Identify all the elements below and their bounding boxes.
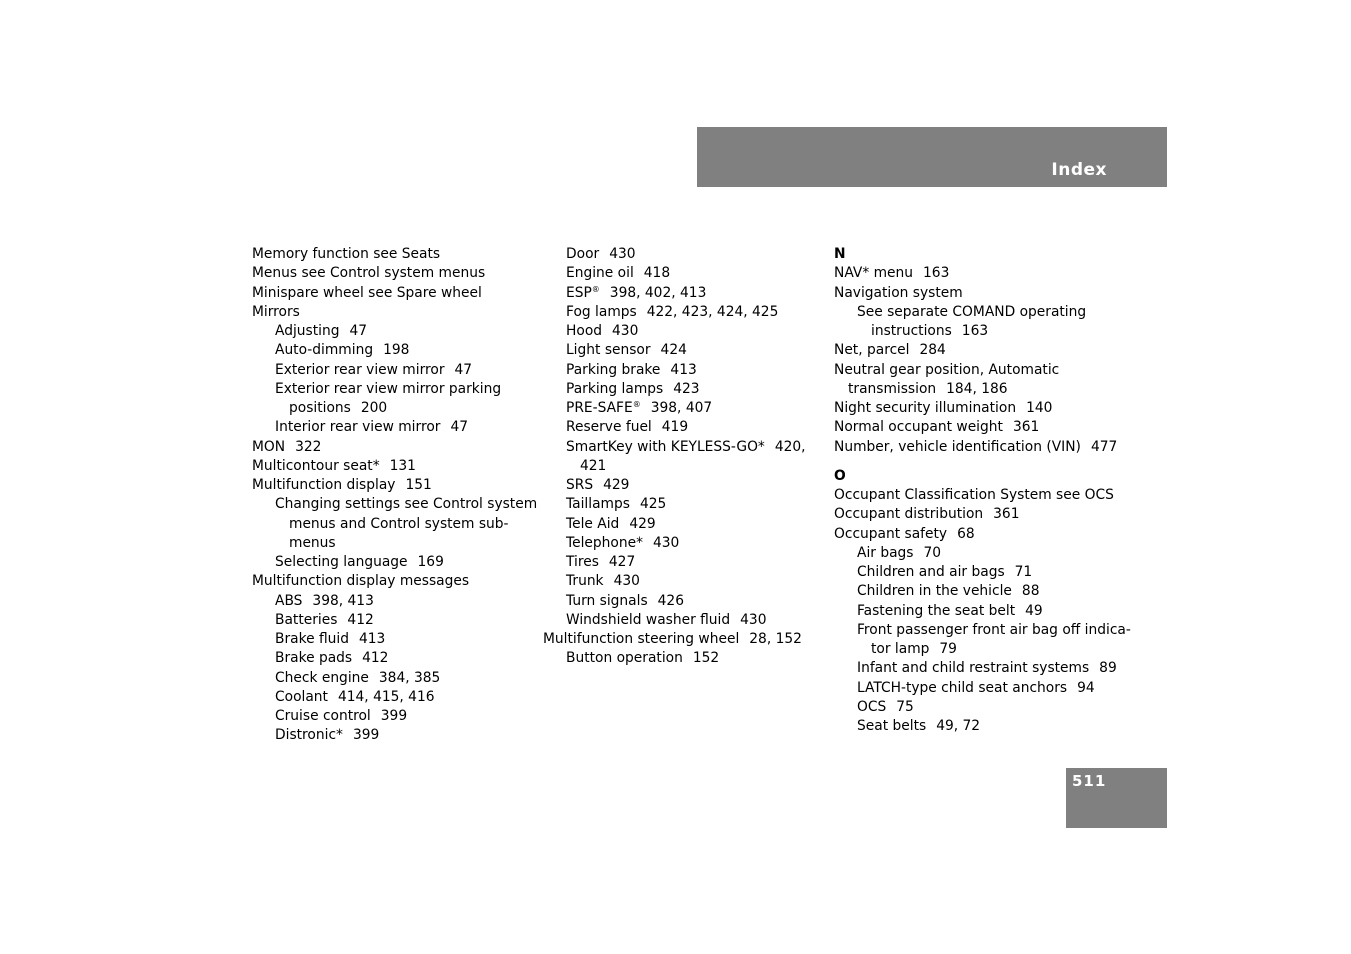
index-term: Parking lamps <box>566 380 664 397</box>
index-page-ref[interactable]: 151 <box>405 477 432 493</box>
index-term: Auto-dimming <box>275 342 374 359</box>
registered-mark: ® <box>591 284 600 294</box>
index-term: SmartKey with KEYLESS-GO* <box>566 438 765 455</box>
index-page-ref[interactable]: 198 <box>383 342 410 359</box>
index-page-ref[interactable]: 361 <box>993 506 1020 523</box>
index-page-ref[interactable]: 430 <box>613 573 640 590</box>
index-term: Brake pads <box>275 650 353 667</box>
index-entry <box>252 341 542 360</box>
index-term: NAV* menu <box>834 265 914 282</box>
index-entry <box>252 649 542 668</box>
index-entry <box>834 525 1124 544</box>
index-term: Parking brake <box>566 361 661 378</box>
index-entry <box>252 399 542 418</box>
index-entry <box>252 245 542 264</box>
index-term: Door <box>566 246 600 262</box>
index-entry <box>834 621 1131 640</box>
index-entry <box>834 544 1124 563</box>
index-term: transmission <box>848 380 937 397</box>
index-term: LATCH-type child seat anchors <box>857 679 1068 696</box>
index-page-ref[interactable]: 94 <box>1077 679 1095 696</box>
index-entry <box>543 303 823 322</box>
index-term: Hood <box>566 323 603 339</box>
index-entry <box>834 582 1124 601</box>
index-page-ref[interactable]: 419 <box>661 419 689 436</box>
index-page-ref[interactable]: 423 <box>673 380 700 397</box>
index-page-ref[interactable]: 399 <box>352 727 380 744</box>
index-term: Light sensor <box>566 342 651 359</box>
index-page-ref[interactable]: 163 <box>961 323 989 339</box>
index-term: Fastening the seat belt <box>857 602 1016 619</box>
index-page-ref[interactable]: 88 <box>1021 583 1040 600</box>
index-entry <box>252 438 542 457</box>
index-term: Tires <box>566 554 599 570</box>
index-entry <box>543 322 823 341</box>
index-entry <box>834 659 1124 678</box>
index-page-ref[interactable]: 322 <box>295 438 322 455</box>
index-term: 421 <box>580 457 607 474</box>
index-term: Engine oil <box>566 265 634 282</box>
index-page-ref[interactable]: 430 <box>612 323 639 339</box>
index-page-ref[interactable]: 430 <box>609 246 636 262</box>
index-term: Neutral gear position, Automatic <box>834 361 1060 378</box>
index-entry <box>834 380 1124 399</box>
index-term: Multifunction display messages <box>252 573 470 590</box>
index-term: Occupant safety <box>834 525 948 542</box>
index-entry <box>543 245 823 264</box>
index-entry <box>543 399 823 418</box>
index-term: ESP <box>566 284 592 301</box>
index-page-ref[interactable]: 70 <box>923 544 942 561</box>
index-page-ref[interactable]: 430 <box>652 534 680 551</box>
index-entry <box>252 669 542 688</box>
index-entry <box>543 649 823 668</box>
index-entry <box>252 553 542 572</box>
index-entry <box>252 457 542 476</box>
index-term: Turn signals <box>566 592 648 609</box>
registered-mark: ® <box>632 400 641 409</box>
index-entry <box>252 284 542 303</box>
index-term: Air bags <box>857 544 914 561</box>
index-page-ref[interactable]: 430 <box>740 611 767 628</box>
index-term: positions <box>289 400 351 416</box>
index-entry <box>543 611 823 630</box>
page-title: Index <box>1051 160 1107 180</box>
index-term: Distronic* <box>275 727 343 744</box>
index-term: Tele Aid <box>566 515 620 532</box>
page-number: 511 <box>1072 772 1107 790</box>
index-term: Changing settings see Control system <box>275 496 538 513</box>
index-entry <box>834 341 1124 360</box>
index-page-ref[interactable]: 398, 407 <box>650 400 713 416</box>
index-entry <box>252 361 542 380</box>
index-term: OCS <box>857 698 887 715</box>
index-entry <box>834 717 1124 736</box>
index-term: Navigation system <box>834 284 963 301</box>
index-term: Interior rear view mirror <box>275 419 441 436</box>
index-page-ref[interactable]: 425 <box>639 496 667 513</box>
index-entry <box>834 418 1124 437</box>
index-page-ref[interactable]: 131 <box>389 457 416 474</box>
index-entry <box>543 476 823 495</box>
index-column-3 <box>834 245 1131 736</box>
index-entry <box>543 534 823 553</box>
index-entry <box>834 505 1124 524</box>
index-term: Mirrors <box>252 303 300 320</box>
index-entry <box>252 572 542 591</box>
index-term: Multifunction steering wheel <box>543 631 740 647</box>
index-term: Memory function see Seats <box>252 246 441 262</box>
index-page-ref[interactable]: 420, <box>774 438 806 455</box>
page-number-box <box>1066 768 1167 828</box>
index-term: Selecting language <box>275 554 408 570</box>
index-term: Normal occupant weight <box>834 419 1003 436</box>
index-page-ref[interactable]: 426 <box>657 592 684 609</box>
index-term: Occupant Classification System see OCS <box>834 487 1114 503</box>
index-entry <box>543 495 823 514</box>
index-term: Telephone* <box>566 534 643 551</box>
index-page-ref[interactable]: 424 <box>660 342 687 359</box>
index-entry <box>252 592 542 611</box>
index-page-ref[interactable]: 75 <box>896 698 914 715</box>
index-entry <box>834 438 1124 457</box>
index-page-ref[interactable]: 414, 415, 416 <box>337 688 435 705</box>
index-term: SRS <box>566 477 594 493</box>
index-term: Menus see Control system menus <box>252 265 486 282</box>
index-page-ref[interactable]: 413 <box>359 631 386 647</box>
index-term: Reserve fuel <box>566 419 652 436</box>
index-entry <box>543 341 823 360</box>
index-term: Seat belts <box>857 718 927 734</box>
index-term: Brake fluid <box>275 631 349 647</box>
index-page-ref[interactable]: 47 <box>450 419 468 436</box>
index-page-ref[interactable]: 422, 423, 424, 425 <box>646 303 779 320</box>
index-term: Check engine <box>275 669 369 686</box>
index-term: instructions <box>871 323 952 339</box>
index-term: Number, vehicle identification (VIN) <box>834 438 1081 455</box>
header-bar <box>697 127 1167 187</box>
index-page-ref[interactable]: 79 <box>939 641 957 657</box>
index-term: Infant and child restraint systems <box>857 660 1090 677</box>
section-gap <box>834 457 1124 467</box>
index-page-ref[interactable]: 200 <box>360 400 388 416</box>
index-entry <box>252 418 542 437</box>
index-entry <box>543 592 823 611</box>
index-entry <box>543 380 823 399</box>
index-section-o <box>834 467 1131 737</box>
index-page-ref[interactable]: 28, 152 <box>749 631 802 647</box>
index-term: Windshield washer fluid <box>566 611 731 628</box>
index-page-ref[interactable]: 413 <box>670 361 697 378</box>
index-term: Fog lamps <box>566 303 637 320</box>
index-term: PRE-SAFE <box>566 400 633 416</box>
index-section-n <box>834 245 1124 457</box>
index-page-ref[interactable]: 399 <box>380 708 408 724</box>
index-term: Coolant <box>275 688 328 705</box>
index-entry <box>543 457 823 476</box>
index-page-ref[interactable]: 429 <box>603 477 630 493</box>
index-term: Adjusting <box>275 323 340 339</box>
index-term: MON <box>252 438 286 455</box>
index-term: Children and air bags <box>857 564 1005 580</box>
index-term: O <box>834 467 846 484</box>
index-page-ref[interactable]: 47 <box>349 323 368 339</box>
index-letter-heading <box>834 245 1124 264</box>
index-page-ref[interactable]: 89 <box>1099 660 1117 677</box>
index-term: N <box>834 246 846 262</box>
index-term: Front passenger front air bag off indica- <box>857 621 1131 638</box>
index-entry <box>834 264 1124 283</box>
index-term: Cruise control <box>275 708 371 724</box>
index-page-ref[interactable]: 169 <box>417 554 444 570</box>
index-entry <box>543 418 823 437</box>
index-term: menus <box>289 534 336 551</box>
index-entry <box>543 630 823 649</box>
index-page-ref[interactable]: 49, 72 <box>936 718 981 734</box>
index-entry <box>252 611 542 630</box>
index-term: Multifunction display <box>252 477 396 493</box>
index-page-ref[interactable]: 427 <box>608 554 636 570</box>
index-entry <box>543 438 823 457</box>
index-page-ref[interactable]: 140 <box>1026 400 1053 416</box>
index-page-ref[interactable]: 152 <box>692 650 720 667</box>
index-entry <box>834 303 1124 322</box>
index-term: Batteries <box>275 611 338 628</box>
index-page-ref[interactable]: 418 <box>643 265 671 282</box>
index-term: Multicontour seat* <box>252 457 380 474</box>
index-page-ref[interactable]: 398, 413 <box>312 592 374 609</box>
index-entry <box>252 688 542 707</box>
index-entry <box>252 515 542 534</box>
index-term: menus and Control system sub- <box>289 515 509 532</box>
index-page-ref[interactable]: 49 <box>1025 602 1043 619</box>
index-page-ref[interactable]: 412 <box>347 611 374 628</box>
index-page-ref[interactable]: 477 <box>1090 438 1118 455</box>
index-term: Button operation <box>566 650 683 667</box>
index-entry <box>834 698 1124 717</box>
index-entry <box>252 495 542 514</box>
index-page-ref[interactable]: 184, 186 <box>946 380 1008 397</box>
index-entry <box>834 284 1124 303</box>
index-term: Net, parcel <box>834 342 910 359</box>
index-term: Exterior rear view mirror <box>275 361 445 378</box>
index-page-ref[interactable]: 361 <box>1012 419 1040 436</box>
index-term: tor lamp <box>871 641 930 657</box>
index-page-ref[interactable]: 284 <box>919 342 946 359</box>
index-entry <box>252 726 542 745</box>
index-term: Children in the vehicle <box>857 583 1012 600</box>
index-page-ref[interactable]: 429 <box>629 515 656 532</box>
index-page-ref[interactable]: 47 <box>454 361 473 378</box>
index-page-ref[interactable]: 398, 402, 413 <box>609 284 707 301</box>
index-page-ref[interactable]: 384, 385 <box>378 669 441 686</box>
index-entry <box>834 640 1124 659</box>
index-entry <box>252 707 542 726</box>
index-entry <box>834 322 1124 341</box>
index-term: Night security illumination <box>834 400 1017 416</box>
index-entry <box>543 553 823 572</box>
index-entry <box>252 476 542 495</box>
index-page-ref[interactable]: 412 <box>362 650 389 667</box>
index-entry <box>834 679 1124 698</box>
index-entry <box>252 534 542 553</box>
index-entry <box>252 630 542 649</box>
index-column-2 <box>543 245 823 669</box>
index-entry <box>543 515 823 534</box>
index-entry <box>543 284 823 303</box>
index-entry <box>834 602 1124 621</box>
index-term: See separate COMAND operating <box>857 303 1087 320</box>
index-page-ref[interactable]: 71 <box>1014 564 1033 580</box>
index-term: ABS <box>275 592 303 609</box>
index-term: Occupant distribution <box>834 506 984 523</box>
index-term: Minispare wheel see Spare wheel <box>252 284 482 301</box>
index-letter-heading <box>834 467 1124 486</box>
index-page-ref[interactable]: 68 <box>957 525 975 542</box>
index-page-ref[interactable]: 163 <box>923 265 950 282</box>
index-term: Exterior rear view mirror parking <box>275 380 502 397</box>
index-entry <box>252 264 542 283</box>
index-entry <box>834 563 1124 582</box>
index-term: Trunk <box>566 573 604 590</box>
index-entry <box>543 264 823 283</box>
index-entry <box>834 486 1124 505</box>
index-entry <box>834 399 1124 418</box>
index-term: Taillamps <box>566 496 630 513</box>
index-entry <box>252 380 542 399</box>
index-entry <box>252 322 542 341</box>
index-entry <box>543 572 823 591</box>
index-entry <box>252 303 542 322</box>
index-entry <box>834 361 1124 380</box>
index-entry <box>543 361 823 380</box>
index-column-1 <box>252 245 542 746</box>
